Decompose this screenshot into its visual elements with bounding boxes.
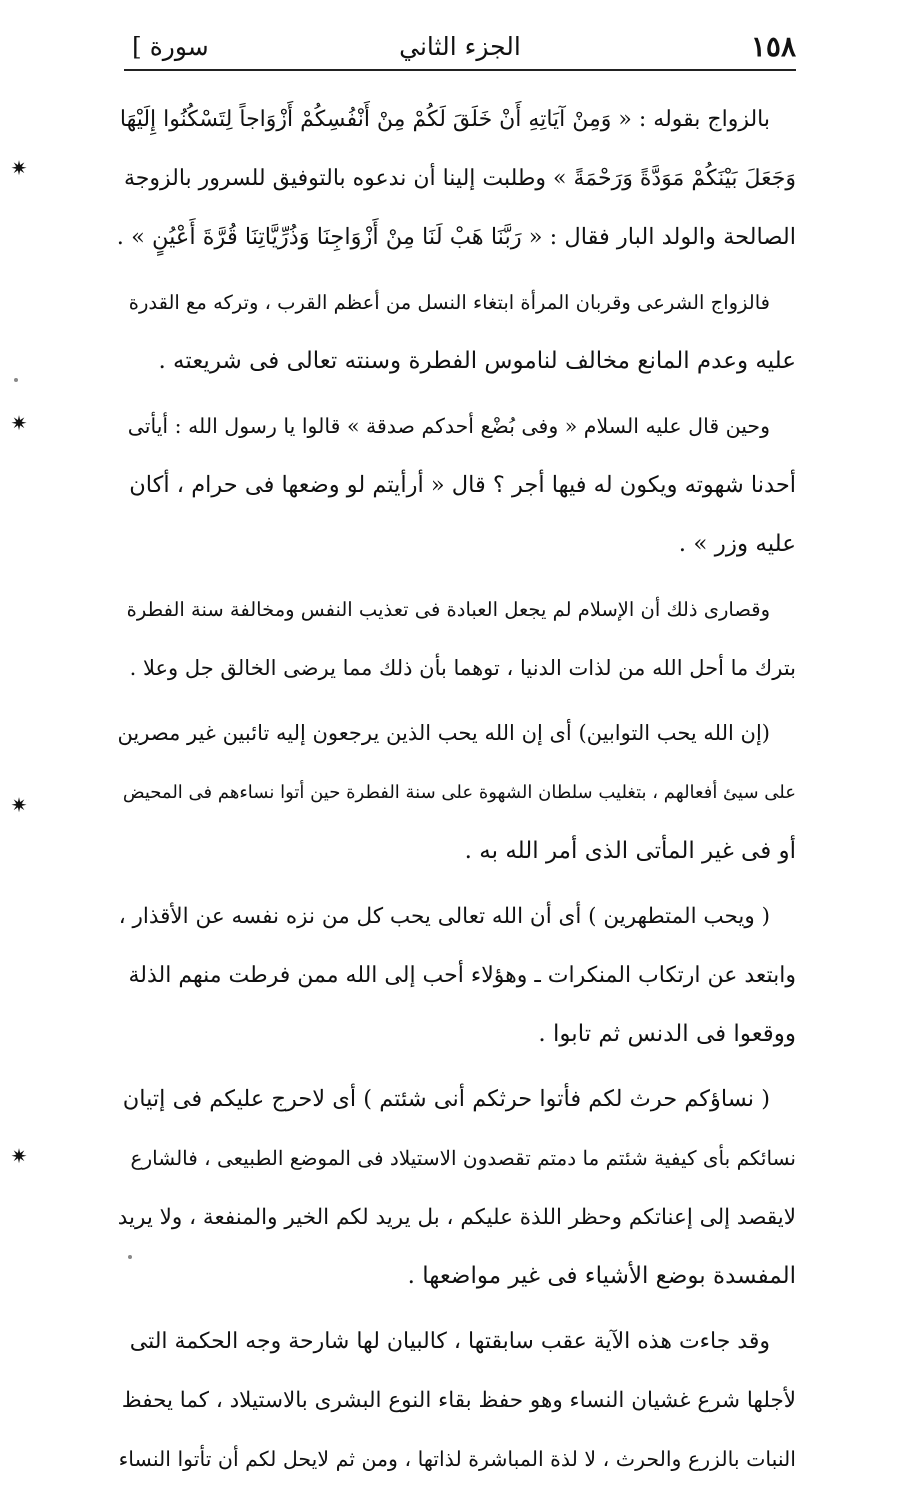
header-rule	[124, 69, 796, 71]
text-line: ووقعوا فى الدنس ثم تابوا .	[538, 1021, 796, 1047]
page-header	[124, 28, 796, 72]
paragraph	[116, 273, 796, 391]
text-line: أو فى غير المأتى الذى أمر الله به .	[464, 838, 796, 864]
margin-mark: ✷	[10, 411, 28, 435]
margin-speck	[14, 378, 18, 382]
text-line: بترك ما أحل الله من لذات الدنيا ، توهما بأن ذلك مما يرضى الخالق جل وعلا .	[129, 656, 796, 680]
paragraph	[116, 1070, 796, 1306]
text-line: عليه وعدم المانع مخالف لناموس الفطرة وسنته تعالى فى شريعته .	[158, 348, 796, 374]
paragraph	[116, 397, 796, 574]
text-line: لايقصد إلى إعناتكم وحظر اللذة عليكم ، بل يريد لكم الخير والمنفعة ، ولا يريد	[117, 1205, 796, 1230]
text-line: أحدنا شهوته ويكون له فيها أجر ؟ قال « أرأيتم لو وضعها فى حرام ، أكان	[129, 472, 796, 498]
text-line: بالزواج بقوله : « وَمِنْ آيَاتِهِ أَنْ خَلَقَ لَكُمْ مِنْ أَنْفُسِكُمْ أَزْوَاجاً لِتَسْكُنُوا إِلَيْهَا	[119, 107, 770, 132]
text-line: نسائكم بأى كيفية شئتم ما دمتم تقصدون الاستيلاد فى الموضع الطبيعى ، فالشارع	[130, 1146, 796, 1170]
text-line: عليه وزر » .	[678, 531, 796, 557]
paragraph	[116, 887, 796, 1064]
text-line: وقد جاءت هذه الآية عقب سابقتها ، كالبيان لها شارحة وجه الحكمة التى	[129, 1329, 770, 1354]
paragraph	[116, 1312, 796, 1489]
text-line: وقصارى ذلك أن الإسلام لم يجعل العبادة فى تعذيب النفس ومخالفة سنة الفطرة	[126, 598, 770, 621]
text-line: على سيئ أفعالهم ، بتغليب سلطان الشهوة على سنة الفطرة حين أتوا نساءهم فى المحيض	[122, 782, 796, 803]
text-line: الصالحة والولد البار فقال : « رَبَّنَا هَبْ لَنَا مِنْ أَزْوَاجِنَا وَذُرِّيَّاتِنَا قُرَّةَ أَعْيُنٍ » .	[116, 224, 796, 250]
text-line: ( نساؤكم حرث لكم فأتوا حرثكم أنى شئتم ) أى لاحرج عليكم فى إتيان	[122, 1086, 770, 1112]
page-body	[116, 90, 796, 1495]
margin-mark: ✷	[10, 1144, 28, 1168]
paragraph	[116, 90, 796, 267]
text-line: النبات بالزرع والحرث ، لا لذة المباشرة لذاتها ، ومن ثم لايحل لكم أن تأتوا النساء	[118, 1447, 796, 1471]
text-line: وَجَعَلَ بَيْنَكُمْ مَوَدَّةً وَرَحْمَةً » وطلبت إلينا أن ندعوه بالتوفيق للسرور بالزوجة	[123, 166, 796, 191]
text-line: (إن الله يحب التوابين) أى إن الله يحب الذين يرجعون إليه تائبين غير مصرين	[117, 721, 770, 745]
text-line: ( ويحب المتطهرين ) أى أن الله تعالى يحب كل من نزه نفسه عن الأقذار ،	[118, 904, 770, 929]
text-line: وحين قال عليه السلام « وفى بُضْع أحدكم صدقة » قالوا يا رسول الله : أيأتى	[127, 414, 770, 438]
page-number: ١٥٨	[750, 30, 796, 63]
paragraph	[116, 704, 796, 881]
margin-mark: ✷	[10, 793, 28, 817]
sura-label: [ سورة	[132, 32, 209, 61]
text-line: فالزواج الشرعى وقربان المرأة ابتغاء النسل من أعظم القرب ، وتركه مع القدرة	[128, 291, 770, 314]
margin-speck	[128, 1255, 132, 1259]
juz-title: الجزء الثاني	[399, 32, 521, 61]
text-line: المفسدة بوضع الأشياء فى غير مواضعها .	[407, 1263, 796, 1289]
margin-mark: ✷	[10, 156, 28, 180]
paragraph	[116, 580, 796, 698]
text-line: وابتعد عن ارتكاب المنكرات ـ وهؤلاء أحب إلى الله ممن فرطت منهم الذلة	[128, 963, 796, 988]
text-line: لأجلها شرع غشيان النساء وهو حفظ بقاء النوع البشرى بالاستيلاد ، كما يحفظ	[121, 1388, 796, 1413]
